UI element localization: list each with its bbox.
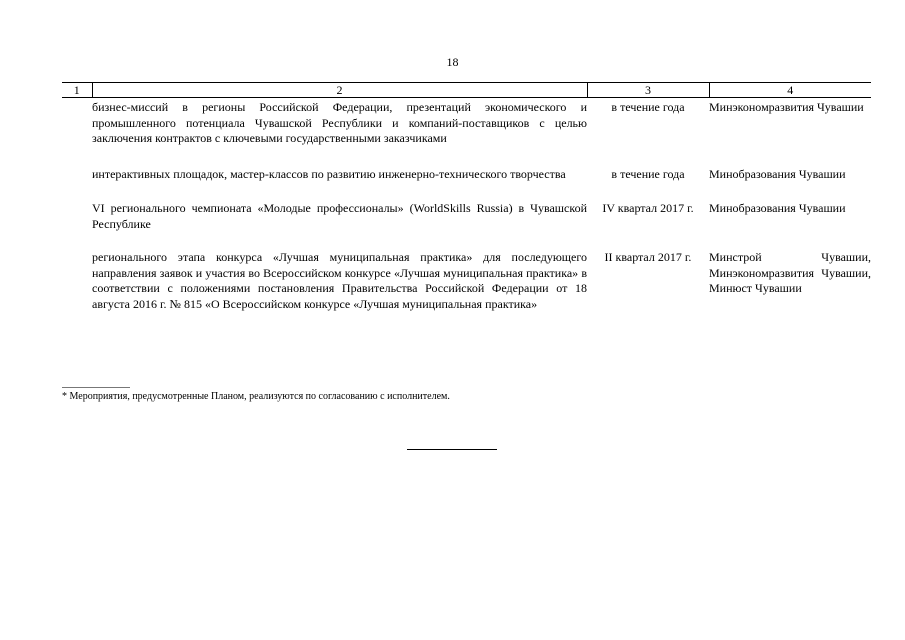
row-number-cell [62,201,92,250]
table-row [62,98,871,167]
row-number-cell [62,98,92,167]
column-header-4: 4 [709,83,871,98]
table-row [62,250,871,312]
event-term-cell: IV квартал 2017 г. [602,201,694,215]
event-term-cell: в течение года [611,166,685,181]
table-row [62,167,871,202]
event-term-cell: в течение года [611,100,685,114]
column-header-3: 3 [587,83,709,98]
footnote: * Мероприятия, предусмотренные Планом, реализуются по согласованию с исполнителем. [62,391,450,402]
event-description-cell: регионального этапа конкурса «Лучшая муниципальная практика» для последующего направления заявок и участия во Всероссийском конкурсе «Лучшая муниципальная практика» в соответствии с положениями постановления Правительства Российской Федерации от 18 августа 2016 г. № 815 «О Всероссийском конкурсе «Лучшая муниципальная практика» [92,250,587,311]
document-end-line [407,449,497,450]
column-header-2: 2 [92,83,587,98]
event-description-cell: VI регионального чемпионата «Молодые профессионалы» (WorldSkills Russia) в Чувашской Республике [92,201,587,231]
row-number-cell [62,250,92,312]
event-executor-cell: Минобразования Чувашии [709,166,846,181]
plan-table [62,82,871,312]
row-number-cell [62,167,92,202]
footnote-separator [62,387,130,388]
event-term-cell: II квартал 2017 г. [604,250,692,264]
table-row [62,201,871,250]
event-executor-cell: Минобразования Чувашии [709,201,846,215]
event-description-cell: бизнес-миссий в регионы Российской Федерации, презентаций экономического и промышленного потенциала Чувашской Республики и компаний-поставщиков с целью заключения контрактов с ключевыми государственными заказчиками [92,100,587,145]
page-number: 18 [446,55,459,69]
event-executor-cell: Минэкономразвития Чувашии [709,100,864,114]
event-executor-cell: Минстрой Чувашии, Минэкономразвития Чувашии, Минюст Чувашии [709,250,871,295]
column-header-1: 1 [62,83,92,98]
event-description-cell: интерактивных площадок, мастер-классов по развитию инженерно-технического творчества [92,166,566,181]
table-header-row [62,83,871,98]
